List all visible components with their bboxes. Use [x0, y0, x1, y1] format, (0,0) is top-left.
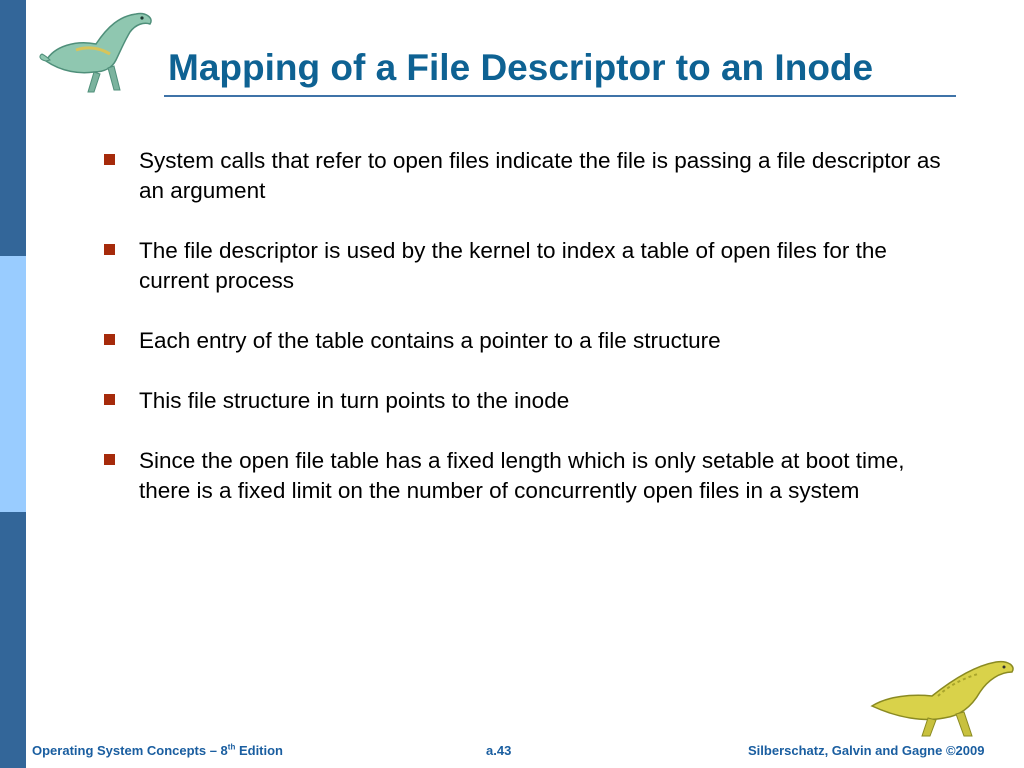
bullet-text: Each entry of the table contains a pointer to a file structure [139, 328, 721, 353]
square-bullet-icon [104, 394, 115, 405]
left-bar-bottom-segment [0, 512, 26, 768]
list-item [104, 326, 954, 356]
list-item [104, 146, 954, 206]
list-item [104, 236, 954, 296]
bullet-list [104, 146, 954, 536]
footer-copyright: Silberschatz, Galvin and Gagne ©2009 [748, 743, 985, 758]
square-bullet-icon [104, 154, 115, 165]
footer-book-prefix: Operating System Concepts – 8 [32, 743, 228, 758]
list-item [104, 446, 954, 506]
dinosaur-footer-icon [868, 656, 1018, 740]
footer-page-number: a.43 [486, 743, 512, 758]
left-bar-top-segment [0, 0, 26, 256]
footer-book-suffix: Edition [235, 743, 284, 758]
bullet-text: The file descriptor is used by the kernel to index a table of open files for the current process [139, 238, 887, 293]
slide-title: Mapping of a File Descriptor to an Inode [168, 47, 874, 88]
title-divider [164, 95, 956, 97]
square-bullet-icon [104, 334, 115, 345]
bullet-text: System calls that refer to open files indicate the file is passing a file descriptor as an argument [139, 148, 941, 203]
left-sidebar-bar [0, 0, 26, 768]
square-bullet-icon [104, 244, 115, 255]
bullet-text: This file structure in turn points to the inode [139, 388, 570, 413]
square-bullet-icon [104, 454, 115, 465]
footer-edition-superscript: th [227, 742, 236, 752]
footer-book-title [32, 742, 283, 760]
list-item [104, 386, 954, 416]
left-bar-middle-segment [0, 256, 26, 512]
dinosaur-logo-icon [36, 6, 158, 96]
bullet-text: Since the open file table has a fixed length which is only setable at boot time, there is a fixed limit on the number of concurrently open files in a system [139, 448, 905, 503]
